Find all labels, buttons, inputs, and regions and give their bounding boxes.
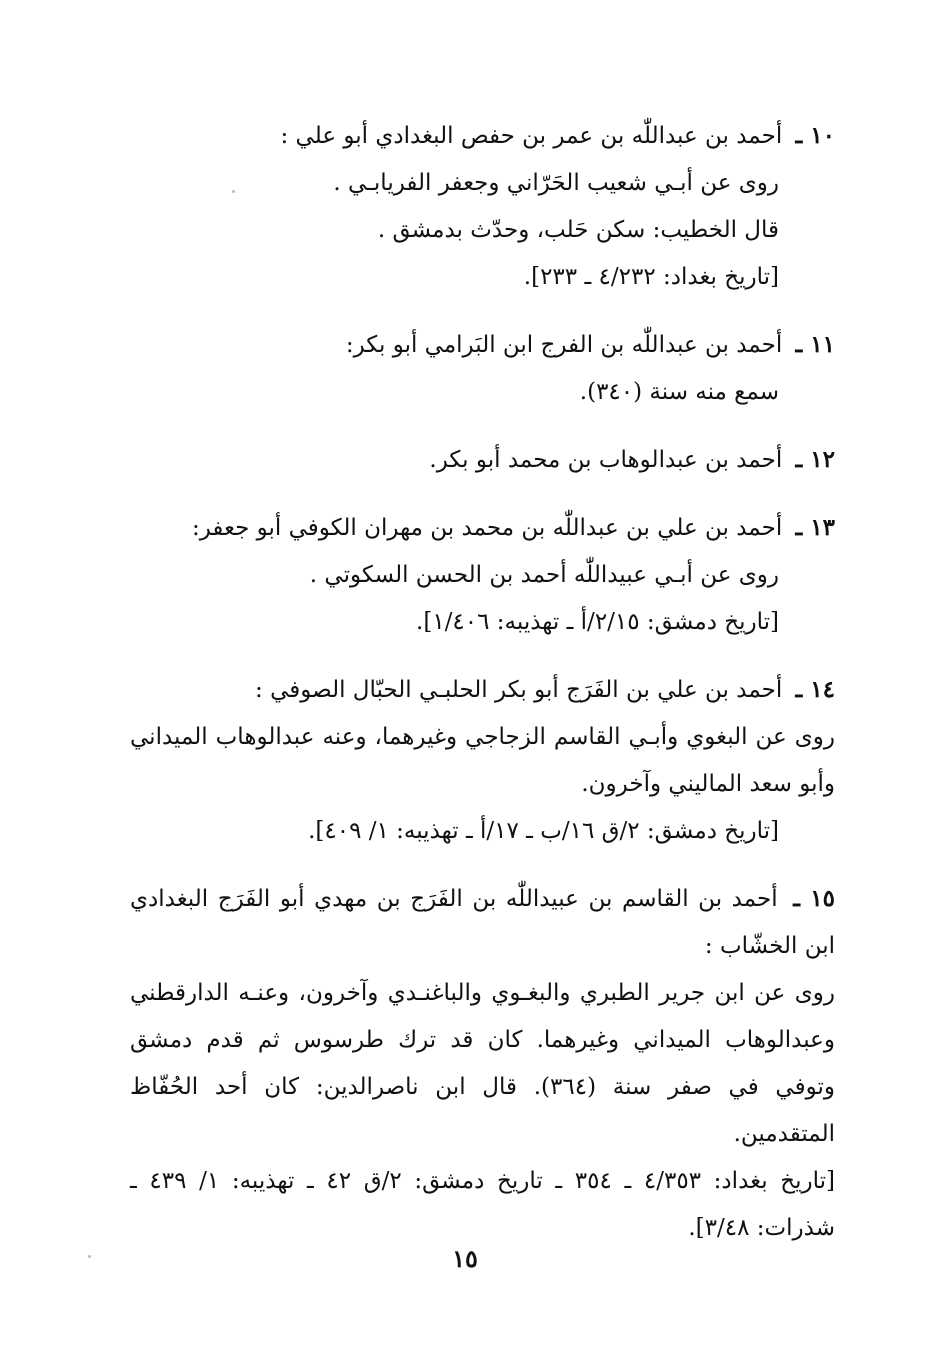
entry-14 xyxy=(130,666,835,855)
entry-11 xyxy=(130,321,835,416)
entry-heading xyxy=(130,112,835,160)
page-body xyxy=(130,112,835,1272)
entry-heading xyxy=(130,321,835,369)
entry-text: سمع منه سنة (٣٤٠). xyxy=(579,379,779,405)
scan-speck xyxy=(232,190,235,193)
entry-number: ١١ ـ xyxy=(795,331,835,358)
entry-number: ١٥ ـ xyxy=(793,885,835,912)
entry-15 xyxy=(130,875,835,1252)
page-number: ١٥ xyxy=(452,1244,478,1273)
entry-text: روى عن أبـي عبيداللّٰه أحمد بن الحسن السكوتي . xyxy=(309,562,779,588)
entry-text: روى عن البغوي وأبـي القاسم الزجاجي وغيرهما، وعنه عبدالوهاب الميداني وأبو سعد الماليني وآخرون. xyxy=(130,724,835,797)
entry-12 xyxy=(130,436,835,484)
entry-title: أحمد بن القاسم بن عبيداللّٰه بن الفَرَج بن مهدي أبو الفَرَج البغدادي ابن الخشّاب : xyxy=(130,886,835,959)
entry-10 xyxy=(130,112,835,301)
entry-number: ١٢ ـ xyxy=(795,446,835,473)
entry-title: أحمد بن عبداللّٰه بن عمر بن حفص البغدادي أبو علي : xyxy=(280,123,783,149)
entry-heading xyxy=(130,504,835,552)
entry-reference: [تاريخ دمشق: ٢/١٥/أ ـ تهذيبه: ١/٤٠٦]. xyxy=(416,609,779,635)
entry-title: أحمد بن عبدالوهاب بن محمد أبو بكر. xyxy=(429,447,783,473)
entry-reference: [تاريخ بغداد: ٤/٣٥٣ ـ ٣٥٤ ـ تاريخ دمشق: ٢/ق ٤٢ ـ تهذيبه: ١/ ٤٣٩ ـ شذرات: ٣/٤٨]. xyxy=(130,1168,836,1241)
entry-13 xyxy=(130,504,835,646)
entry-title: أحمد بن علي بن عبداللّٰه بن محمد بن مهران الكوفي أبو جعفر: xyxy=(191,515,783,541)
entry-heading xyxy=(130,666,835,714)
entry-number: ١٤ ـ xyxy=(795,676,835,703)
entry-number: ١٣ ـ xyxy=(795,514,835,541)
entry-heading xyxy=(130,436,835,484)
entry-text: روى عن أبـي شعيب الحَرّاني وجعفر الفريابـي . xyxy=(333,170,779,196)
entry-title: أحمد بن عبداللّٰه بن الفرج ابن البَرامي أبو بكر: xyxy=(345,332,783,358)
entry-reference: [تاريخ دمشق: ٢/ق ١٦/ب ـ ١٧/أ ـ تهذيبه: ١/ ٤٠٩]. xyxy=(308,818,779,844)
scan-speck xyxy=(88,1255,91,1258)
entry-heading xyxy=(130,875,835,970)
entry-reference: [تاريخ بغداد: ٤/٢٣٢ ـ ٢٣٣]. xyxy=(523,264,779,290)
entry-number: ١٠ ـ xyxy=(795,122,835,149)
entry-text: روى عن ابن جرير الطبري والبغـوي والباغنـدي وآخرون، وعنـه الدارقطني وعبدالوهاب الميداني وغيرهما. كان قد ترك طرسوس ثم قدم دمشق وتوفي في صفر سنة (٣٦٤). قال ابن ناصرالدين: كان أحد الحُفّاظ المتقدمين. xyxy=(130,980,835,1147)
entry-text: قال الخطيب: سكن حَلب، وحدّث بدمشق . xyxy=(377,217,779,243)
entry-title: أحمد بن علي بن الفَرَج أبو بكر الحلبـي الحبّال الصوفي : xyxy=(255,677,783,703)
